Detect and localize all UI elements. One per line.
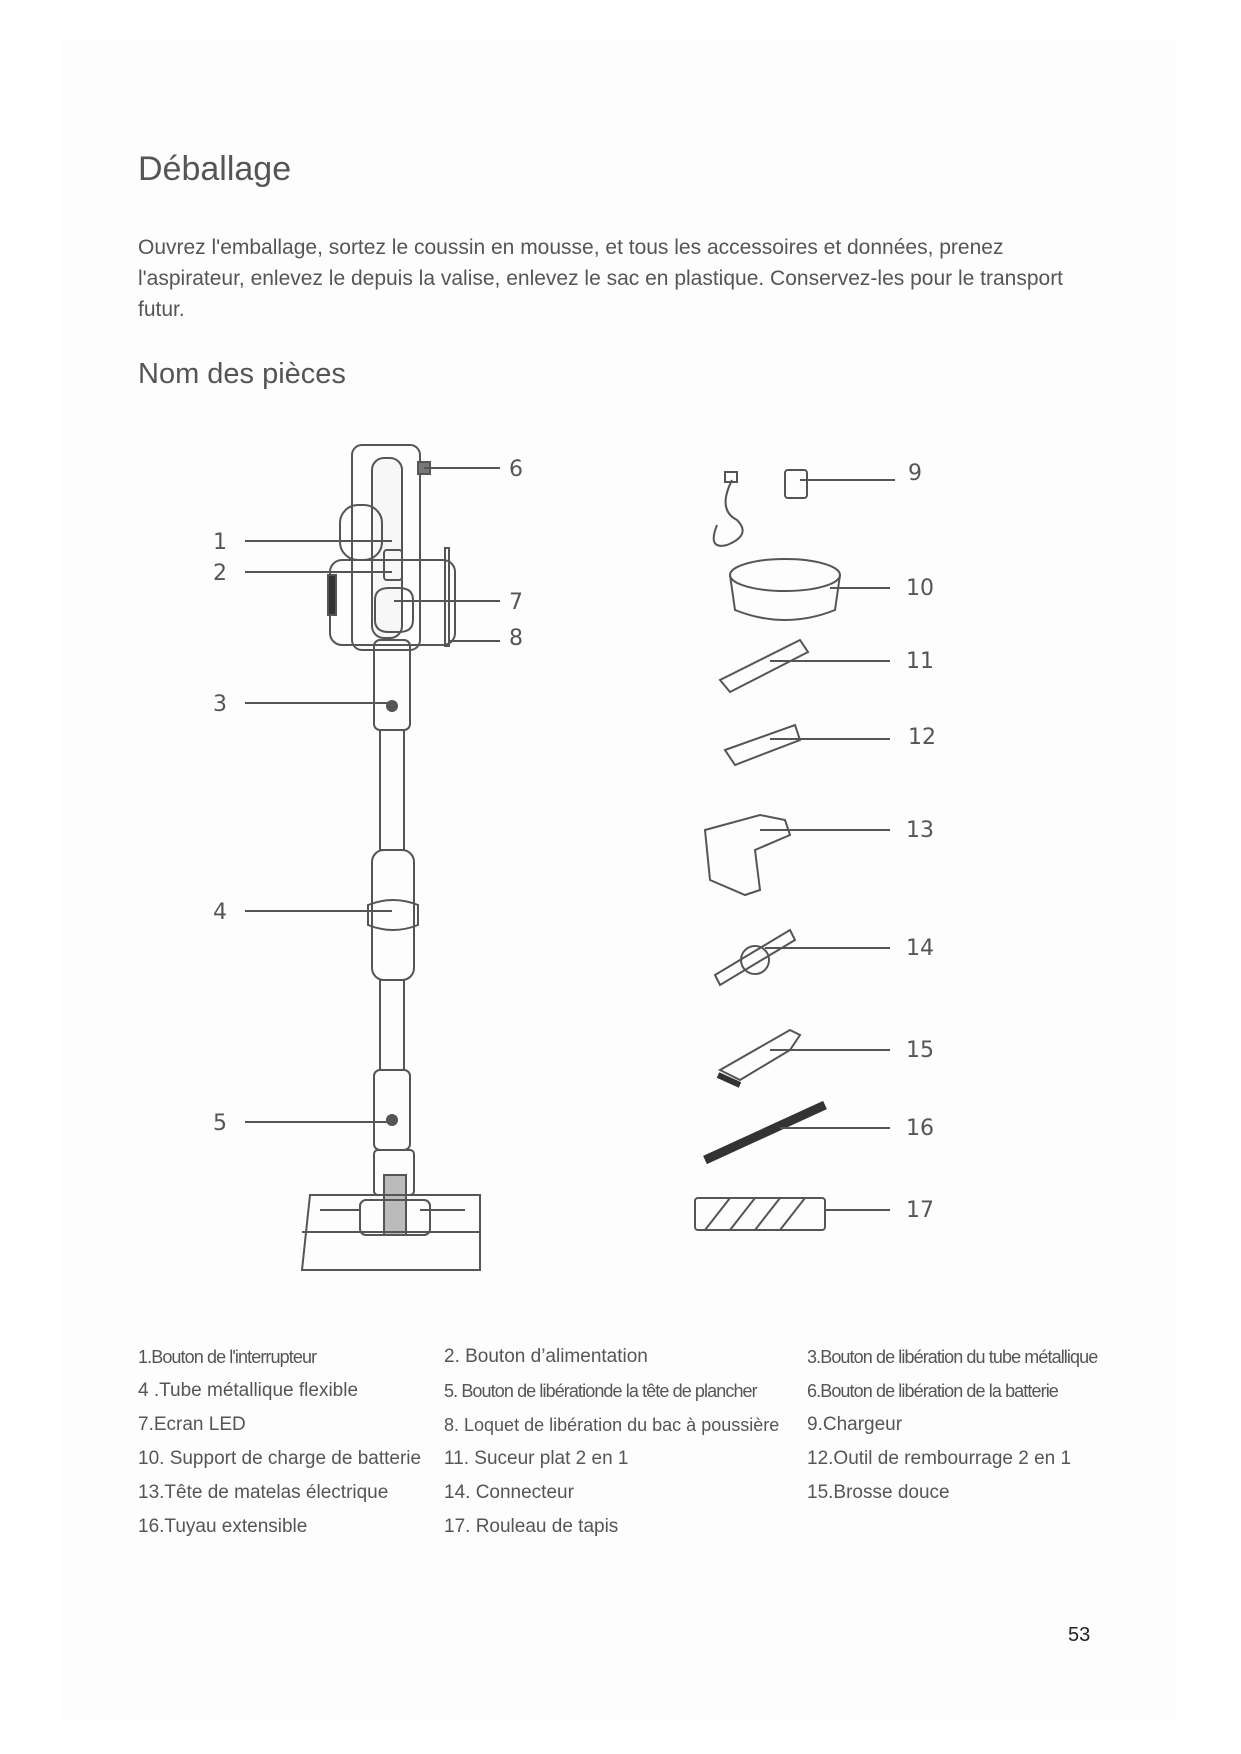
callout-14: 14 [906,936,934,961]
extension-hose [705,1105,825,1160]
parts-list [138,1340,1138,1544]
page-title: Déballage [138,150,292,188]
crevice-tool [720,640,808,692]
intro-paragraph: Ouvrez l'emballage, sortez le coussin en mousse, et tous les accessoires et données, prenez l'aspirateur, enlevez le depuis la valise, enlevez le sac en plastique. Conservez-les pour le transport futur. [138,236,1064,321]
part-12: 12.Outil de rembourrage 2 en 1 [807,1448,1072,1469]
callout-5: 5 [213,1111,227,1136]
charging-stand-top [730,559,840,591]
part-14: 14. Connecteur [444,1482,574,1503]
parts-row [138,1476,1138,1510]
callout-3: 3 [213,692,227,717]
callout-17: 17 [906,1198,934,1223]
part-17: 17. Rouleau de tapis [444,1516,619,1537]
leader-lines-right [760,480,895,1210]
parts-subheading: Nom des pièces [138,358,346,390]
callout-13: 13 [906,818,934,843]
parts-row [138,1408,1138,1442]
charging-stand-body [730,575,840,620]
part-10: 10. Support de charge de batterie [138,1448,422,1469]
connector [715,930,795,985]
vacuum-illustration [302,445,480,1270]
parts-row [138,1374,1138,1408]
part-6: 6.Bouton de libération de la batterie [807,1380,1058,1401]
callout-1: 1 [213,530,227,555]
upholstery-tool [725,725,800,765]
callout-2: 2 [213,561,227,586]
soft-brush [720,1030,800,1080]
page-number: 53 [1068,1624,1091,1646]
part-7: 7.Ecran LED [138,1414,246,1435]
part-13: 13.Tête de matelas électrique [138,1482,389,1503]
part-4: 4 .Tube métallique flexible [138,1380,359,1401]
callout-8: 8 [509,626,523,651]
part-16: 16.Tuyau extensible [138,1516,308,1537]
callout-15: 15 [906,1038,934,1063]
callout-9: 9 [908,461,922,486]
callout-12: 12 [908,725,936,750]
part-2: 2. Bouton d’alimentation [444,1346,648,1367]
parts-row [138,1510,1138,1544]
charger-adapter-icon [785,470,807,498]
callout-6: 6 [509,457,523,482]
parts-row [138,1442,1138,1476]
part-15: 15.Brosse douce [807,1482,950,1503]
callout-11: 11 [906,649,934,674]
part-3: 3.Bouton de libération du tube métallique [807,1346,1098,1367]
callout-16: 16 [906,1116,934,1141]
accessories-illustration [695,470,840,1230]
part-1: 1.Bouton de l'interrupteur [138,1346,317,1367]
part-8: 8. Loquet de libération du bac à poussière [444,1414,780,1435]
mattress-head [705,815,790,895]
callout-10: 10 [906,576,934,601]
callout-7: 7 [509,590,523,615]
charger-cable [714,480,743,546]
part-11: 11. Suceur plat 2 en 1 [444,1448,629,1469]
part-9: 9.Chargeur [807,1414,903,1435]
parts-row [138,1340,1138,1374]
part-5: 5. Bouton de libérationde la tête de plancher [444,1380,757,1401]
callout-4: 4 [213,900,227,925]
